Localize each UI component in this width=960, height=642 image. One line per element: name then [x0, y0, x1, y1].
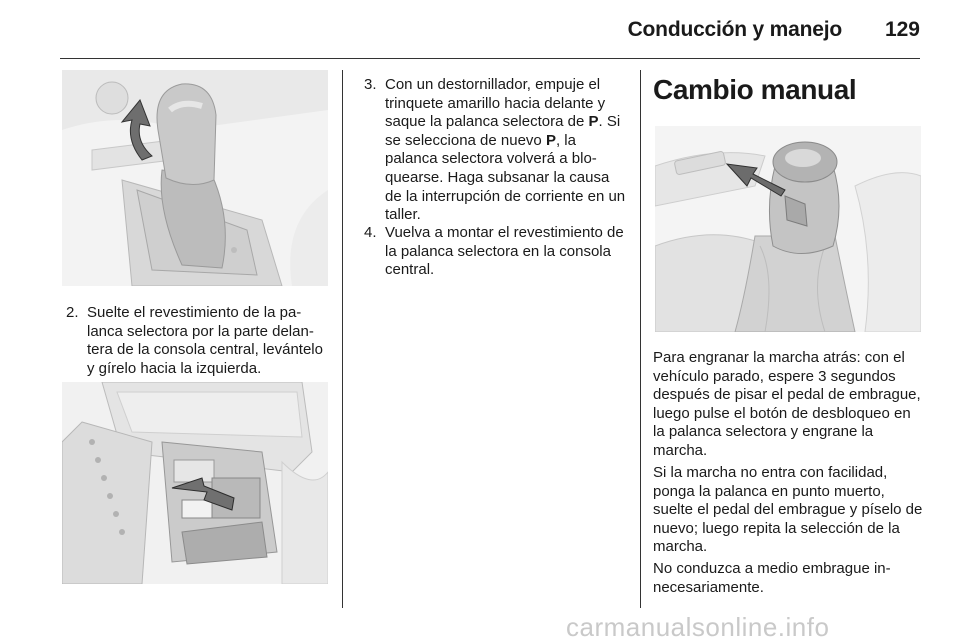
- watermark: carmanualsonline.info: [566, 612, 830, 642]
- selector-lever-illustration: [62, 70, 328, 286]
- step-text-part: , la palanca selectora volverá a bloquearse. Haga subsanar la causa de la interrupción de corriente en un taller.: [385, 131, 626, 224]
- gear-p-label: P: [588, 113, 599, 131]
- clutch-advice-paragraph: No conduzca a medio embrague innecesariamente.: [653, 560, 891, 596]
- gear-engagement-paragraph: Si la marcha no entra con facilidad, ponga la palanca en punto muerto, suelte el pedal del embrague y píselo de nuevo; luego repita la selección de la marcha.: [653, 464, 923, 556]
- manual-gear-knob-illustration: [655, 126, 921, 332]
- step-2: [66, 304, 330, 378]
- manual-gear-knob-illustration: [655, 126, 921, 332]
- step-text: Vuelva a montar el revestimiento de la palanca selectora en la consola central.: [385, 224, 624, 279]
- shifter-console-illustration: [62, 382, 328, 584]
- step-number: 4.: [364, 224, 377, 241]
- step-text: [364, 76, 628, 225]
- step-text: Suelte el revestimiento de la palanca selectora por la parte delantera de la consola central, levántelo y gírelo hacia la izquierda.: [87, 304, 323, 377]
- column-divider-1: [342, 70, 343, 608]
- column-divider-2: [640, 70, 641, 608]
- page-header: [60, 0, 920, 58]
- shifter-console-illustration: [62, 382, 328, 584]
- step-text-part: Con un destornillador, empuje el trinquete amarillo hacia delante y saque la palanca selectora de: [385, 76, 606, 131]
- step-number: 3.: [364, 76, 377, 93]
- section-title: Cambio manual: [653, 74, 857, 105]
- step-text-part: . Si se selecciona de nuevo: [385, 113, 621, 149]
- page-number: 129: [884, 18, 920, 41]
- reverse-gear-paragraph: Para engranar la marcha atrás: con el vehículo parado, espere 3 segundos después de pisar el pedal de embrague, luego pulse el botón de desbloqueo en la palanca selectora y engrane la marcha.: [653, 349, 921, 459]
- gear-lever-illustration: [62, 70, 328, 286]
- gear-p-label: P: [545, 131, 556, 149]
- step-3: [364, 76, 628, 225]
- step-4: [364, 224, 628, 280]
- running-title: Conducción y manejo: [627, 18, 842, 41]
- step-number: 2.: [66, 304, 79, 321]
- header-rule: [60, 58, 920, 59]
